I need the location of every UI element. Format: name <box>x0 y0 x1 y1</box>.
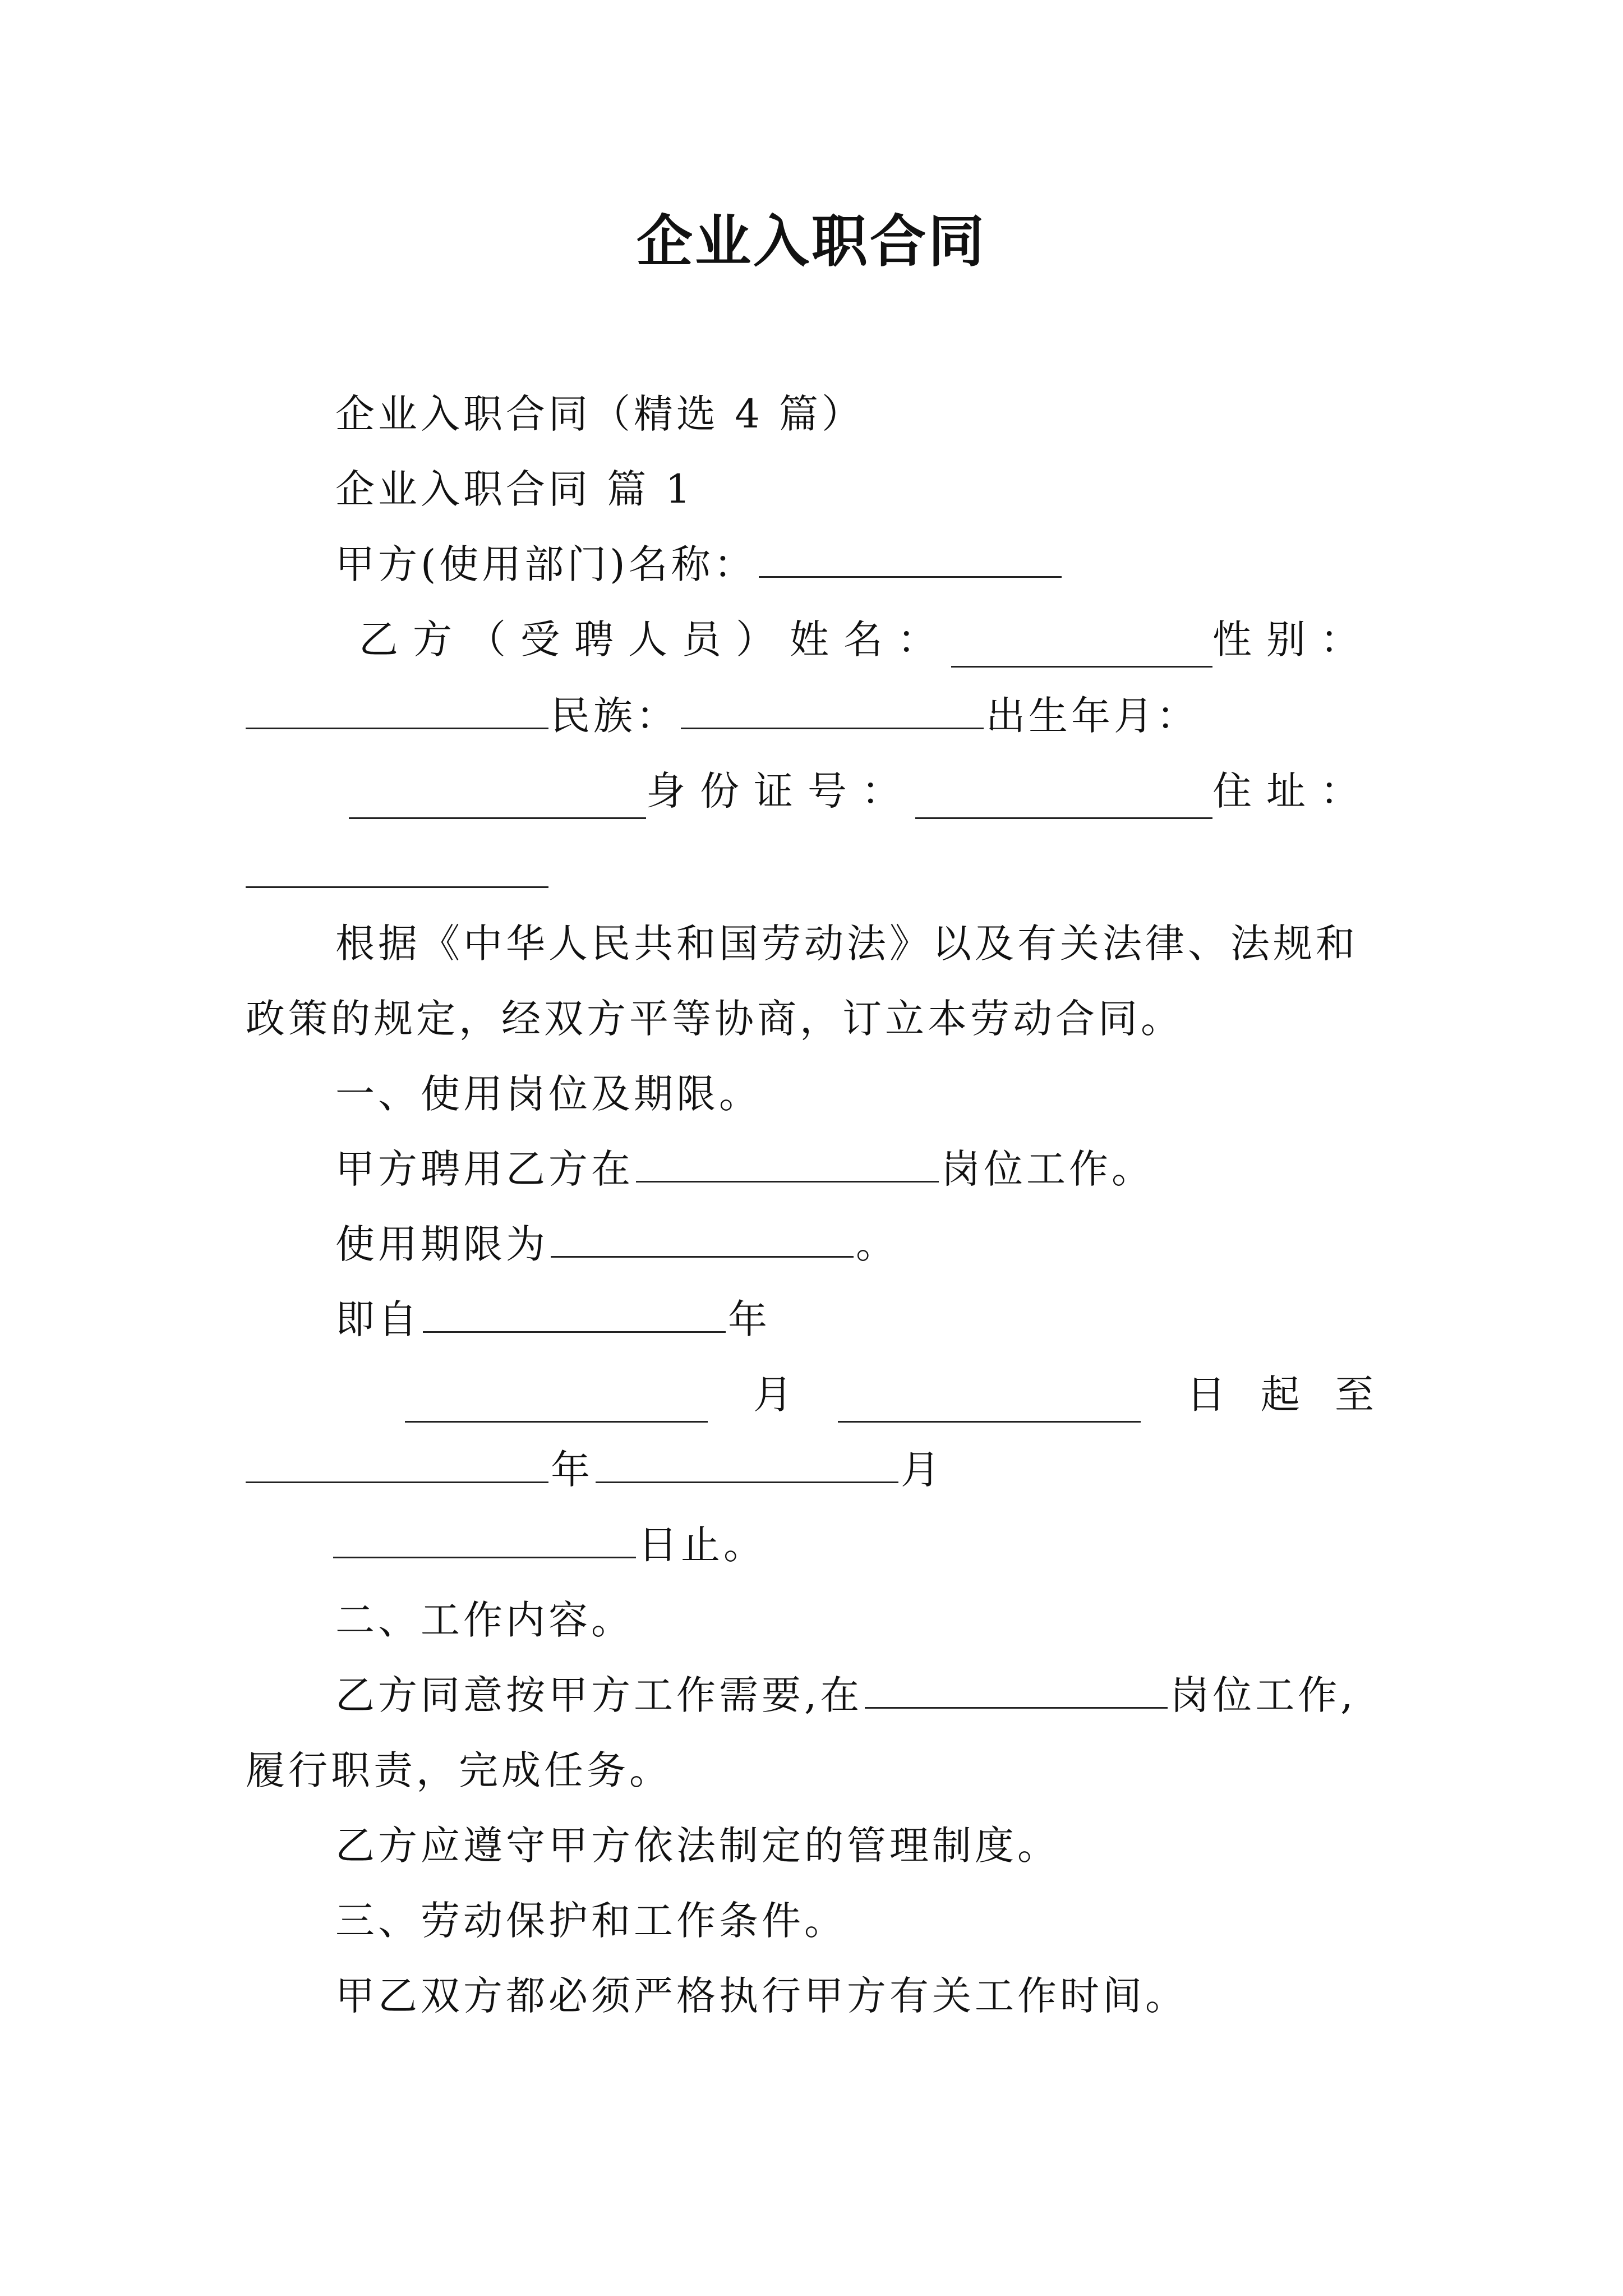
document-title: 企业入职合同 <box>637 208 986 274</box>
section-1-from-row <box>335 1291 771 1347</box>
party-b-name-blank[interactable] <box>951 627 1212 668</box>
hire-prefix: 甲方聘用乙方在 <box>335 1146 634 1192</box>
hire-suffix: 岗位工作。 <box>941 1146 1154 1192</box>
party-b-row-1 <box>359 611 1374 668</box>
party-b-gender-blank[interactable] <box>246 688 548 729</box>
from-prefix: 即自 <box>335 1296 421 1342</box>
section-1-end-row <box>246 1442 943 1498</box>
party-b-gender-label: 性别： <box>1212 616 1374 662</box>
start-year-blank[interactable] <box>423 1292 726 1333</box>
party-b-row-3 <box>349 763 1374 819</box>
section-2-line-1 <box>335 1667 1357 1723</box>
party-a-name-blank[interactable] <box>759 537 1062 578</box>
section-1-term-row <box>335 1216 898 1272</box>
day-from-to: 日 起 至 <box>1186 1372 1374 1418</box>
section-1-heading: 一、使用岗位及期限。 <box>335 1071 762 1117</box>
party-b-id-blank[interactable] <box>915 778 1212 819</box>
party-b-address-label: 住址： <box>1212 768 1374 814</box>
party-b-row-2 <box>246 688 1199 744</box>
duty-prefix: 乙方同意按甲方工作需要,在 <box>335 1672 863 1718</box>
duty-position-blank[interactable] <box>865 1668 1168 1709</box>
position-blank[interactable] <box>636 1142 939 1182</box>
party-b-address-blank[interactable] <box>246 847 548 888</box>
duty-suffix: 岗位工作, <box>1170 1672 1357 1718</box>
end-day-blank[interactable] <box>333 1517 636 1558</box>
end-year-unit: 年 <box>551 1447 593 1493</box>
preamble-line-2: 政策的规定，经双方平等协商，订立本劳动合同。 <box>246 996 1183 1042</box>
party-b-ethnicity-label: 民族： <box>551 693 679 739</box>
party-b-name-label: 乙方（受聘人员）姓名： <box>359 616 951 662</box>
section-2-line-3: 乙方应遵守甲方依法制定的管理制度。 <box>335 1823 1060 1869</box>
end-year-blank[interactable] <box>246 1442 548 1483</box>
end-day-suffix: 日止。 <box>638 1522 766 1568</box>
party-b-birth-blank[interactable] <box>349 778 646 819</box>
term-prefix: 使用期限为 <box>335 1221 548 1267</box>
section-1-date-row <box>405 1366 1374 1423</box>
end-month-unit: 月 <box>901 1447 943 1493</box>
party-b-birth-label: 出生年月： <box>986 693 1199 739</box>
section-2-heading: 二、工作内容。 <box>335 1597 634 1643</box>
section-3-line-1: 甲乙双方都必须严格执行甲方有关工作时间。 <box>335 1973 1188 2019</box>
section-3-heading: 三、劳动保护和工作条件。 <box>335 1898 847 1944</box>
chapter-heading: 企业入职合同 篇 1 <box>335 466 694 512</box>
start-year-unit: 年 <box>728 1296 771 1342</box>
section-1-hire-row <box>335 1141 1154 1197</box>
start-day-blank[interactable] <box>838 1382 1141 1423</box>
party-b-ethnicity-blank[interactable] <box>681 688 984 729</box>
section-1-end-day-row <box>333 1517 766 1573</box>
preamble-line-1: 根据《中华人民共和国劳动法》以及有关法律、法规和 <box>335 921 1358 967</box>
end-month-blank[interactable] <box>596 1442 898 1483</box>
start-month-blank[interactable] <box>405 1382 708 1423</box>
party-b-id-label: 身份证号： <box>646 768 915 814</box>
party-a-row <box>335 536 1064 592</box>
term-suffix: 。 <box>856 1221 898 1267</box>
party-a-label: 甲方(使用部门)名称： <box>335 541 757 587</box>
subtitle: 企业入职合同（精选 4 篇） <box>335 391 865 437</box>
term-blank[interactable] <box>551 1217 854 1258</box>
section-2-line-2: 履行职责，完成任务。 <box>246 1747 672 1793</box>
start-month-unit: 月 <box>753 1372 793 1418</box>
